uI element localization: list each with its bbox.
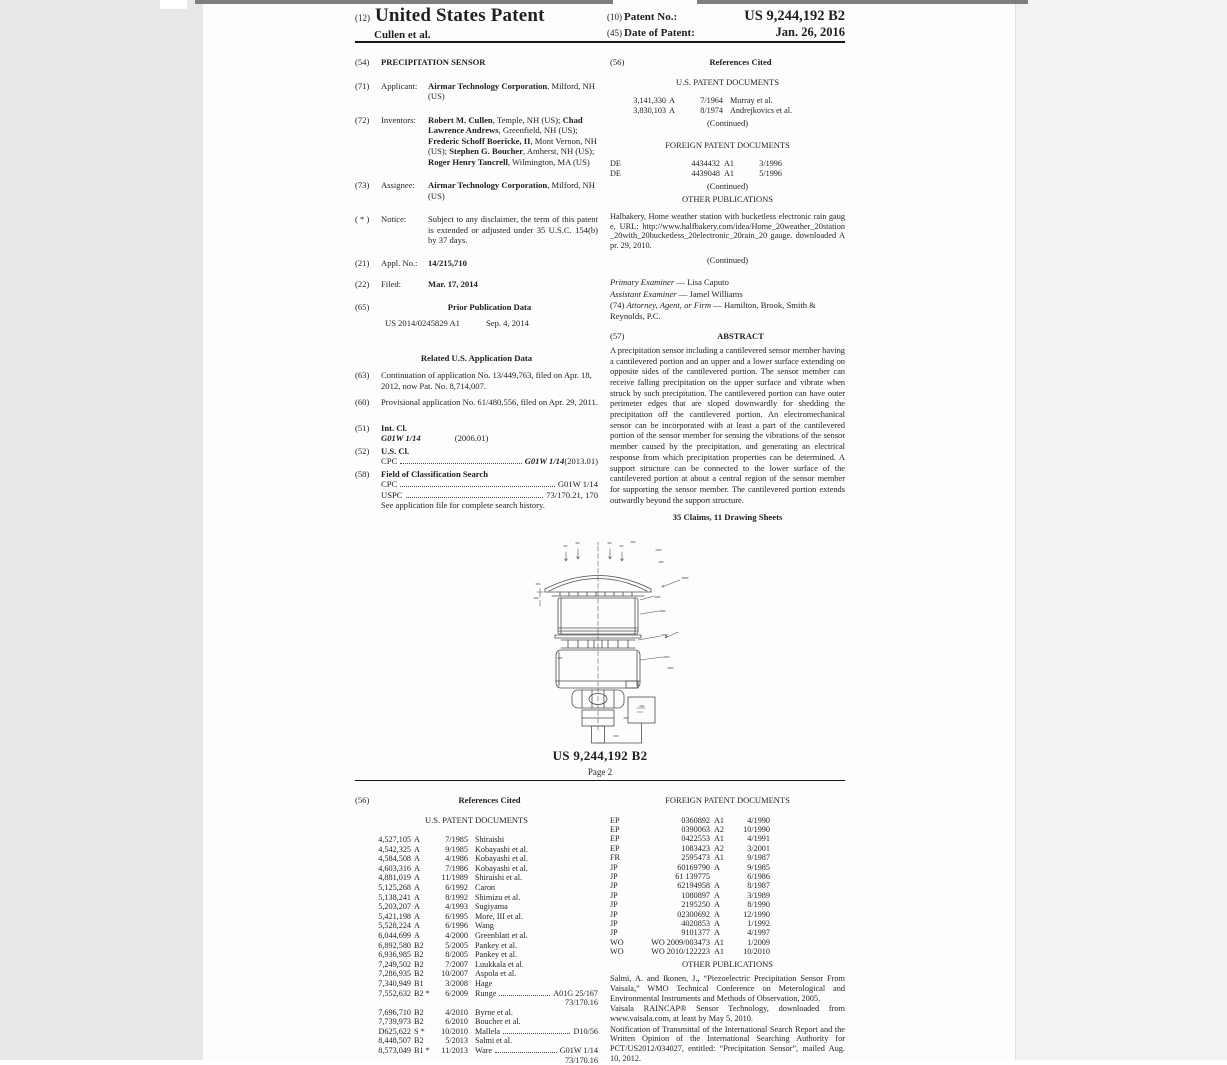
text-line: (74) Attorney, Agent, or Firm — Hamilton, Brook, Smith & Reynolds, P.C. [610, 300, 816, 321]
field-heading [355, 795, 598, 806]
us-patent-table [355, 835, 598, 1065]
inid-code: (21) [355, 257, 370, 268]
table-row: 5,125,268 A 6/1992 Caron [378, 882, 496, 892]
page2-label: Page 2 [587, 767, 613, 777]
paragraph: Salmi, A. and Ikonen, J., “Piezoelectric Precipitation Sensor From Vaisala,” WMO Technical Conference on Meterological and Environmental Instruments and Methods of Observation, 2005. [610, 974, 845, 1003]
patent-figure-drawing [528, 540, 743, 745]
desk-backdrop-left [0, 0, 203, 1060]
section-heading: OTHER PUBLICATIONS [682, 958, 773, 969]
field-text: ABSTRACT [717, 331, 764, 342]
field-text: U.S. Cl. [381, 445, 410, 456]
field [355, 180, 598, 201]
text-line: G01W 1/14 (2006.01) [381, 433, 489, 443]
inid-code: (65) [355, 301, 370, 312]
table-row: JP 60169790 A 9/1985 [610, 862, 770, 872]
table-row: 5,421,198 A 6/1995 More, III et al. [378, 911, 523, 921]
table-row: JP 2195250 A 8/1990 [610, 900, 770, 910]
table-row: WO WO 2009/003473 A1 1/2009 [610, 937, 770, 947]
field-text: References Cited [458, 795, 521, 805]
inid-code: (63) [355, 370, 370, 380]
page1-header [355, 5, 845, 41]
field-label: Appl. No.: [381, 257, 418, 268]
patent-title: United States Patent [375, 5, 545, 26]
header-rule [355, 41, 845, 43]
field [355, 370, 598, 391]
section-heading: U.S. PATENT DOCUMENTS [425, 814, 528, 825]
table-row [355, 1056, 598, 1065]
inid-code: (71) [355, 80, 370, 91]
table-row: JP 9101377 A 4/1997 [610, 928, 770, 938]
dot-leader [406, 497, 544, 498]
field [355, 397, 598, 408]
table-row: 5,528,224 A 6/1996 Wang [378, 921, 494, 931]
field-text: 14/215,710 [428, 257, 467, 268]
scan-artifact-bar-right [697, 0, 1028, 4]
inid-code: ( * ) [355, 214, 370, 224]
field [355, 258, 598, 269]
us-patent-table [610, 96, 845, 115]
patent-number: US 9,244,192 B2 [744, 8, 845, 24]
section-heading: (Continued) [706, 181, 749, 191]
classification-line: CPC G01W 1/14 (2013.01) [381, 456, 598, 466]
paragraph: Vaisala RAINCAP® Sensor Technology, downloaded from www.vaisala.com, at least by May 5, 2010. [610, 1004, 845, 1023]
table-row: EP 1083423 A2 3/2001 [610, 843, 770, 853]
paragraph: Halbakery, Home weather station with bucketless electronic rain gauge, URL: http://www.halfbakery.com/idea/Home_20weather_20station_20with_20bucketless_20electronic_20rain_20 gauge. downloaded Apr. 29, 2010. [610, 212, 845, 251]
table-row: 7,340,949 B1 3/2008 Hage [378, 978, 493, 988]
field-label: Applicant: [381, 80, 418, 91]
inid-code: (72) [355, 114, 370, 125]
field-label: Filed: [381, 279, 402, 289]
dot-leader [495, 1052, 557, 1053]
classification-continuation: 73/170.16 [565, 998, 598, 1008]
table-row: JP 61 139775 6/1986 [610, 871, 770, 881]
text-line: Assistant Examiner — Jamel Williams [610, 288, 743, 299]
page2-header [355, 748, 845, 777]
table-row: JP 02300692 A 12/1990 [610, 909, 770, 919]
inid-code: (52) [355, 445, 370, 456]
table-row: 7,739,973 B2 6/2010 Boucher et al. [378, 1017, 521, 1027]
field-label: Inventors: [381, 114, 416, 125]
publication-data-line: US 2014/0245829 A1 Sep. 4, 2014 [385, 318, 529, 328]
table-row: 5,138,241 A 8/1992 Shimizu et al. [378, 892, 521, 902]
page1-left-column [355, 57, 598, 511]
section-heading: Related U.S. Application Data [420, 352, 533, 363]
section-heading: U.S. PATENT DOCUMENTS [676, 76, 779, 87]
page2-right-column [610, 795, 845, 1063]
date-of-patent: Jan. 26, 2016 [775, 25, 845, 39]
inid-code: (58) [355, 468, 370, 479]
table-row: 8,448,507 B2 5/2013 Salmi et al. [378, 1036, 513, 1046]
field-text: Airmar Technology Corporation, Milford, NH (US) [428, 80, 595, 101]
table-row: 5,203,207 A 4/1993 Sugiyama [378, 902, 508, 912]
table-row: FR 2595473 A1 9/1987 [610, 853, 770, 863]
dot-leader [400, 486, 555, 487]
paragraph: Notification of Transmittal of the International Search Report and the Written Opinion of the International Searching Authority for PCT/US2012/034027, entitled: “Precipitation Sensor”, mailed Aug. 10, 2012. [610, 1024, 845, 1063]
field-text: References Cited [709, 57, 772, 67]
inid-code: (60) [355, 397, 370, 407]
table-row: 7,286,935 B2 10/2007 Aspola et al. [378, 969, 517, 979]
page2-left-column [355, 795, 598, 1065]
foreign-patent-table [610, 816, 845, 957]
page2-patent-number: US 9,244,192 B2 [552, 748, 648, 763]
section-heading: (Continued) [706, 254, 749, 265]
section-heading: OTHER PUBLICATIONS [682, 193, 773, 204]
field-text: Provisional application No. 61/480,556, filed on Apr. 29, 2011. [381, 397, 598, 407]
table-row: 4,603,316 A 7/1986 Kobayashi et al. [378, 863, 528, 873]
patent-no-label: Patent No.: [624, 11, 678, 23]
field-heading [355, 302, 598, 313]
table-row: EP 0390063 A2 10/1990 [610, 824, 770, 834]
dot-leader [503, 1033, 570, 1034]
table-row: 6,936,985 B2 8/2005 Pankey et al. [378, 950, 518, 960]
field [355, 214, 598, 246]
table-row: 4,584,508 A 4/1986 Kobayashi et al. [378, 854, 528, 864]
paragraph: A precipitation sensor including a cantilevered sensor member having a cantilevered portion and an upper and a lower surface extending on opposite sides of the cantilevered portion. The sensor member can receive falling precipitation on the upper surface and vibrate when struck by such precipitation. The cantilevered portion can have outer perimeter edges that are sloped downwardly for shedding the precipitation off the cantilevered portion. An electromechanical sensor can be incorporated with at least a part of the cantilevered portion of the sensor member for sensing the vibrations of the sensor member caused by the precipitation, and generating an electrical response from which precipitation properties can be determined. A support structure can be connected to the lower surface of the cantilevered portion at about a central region of the sensor member for supporting the sensor member. The cantilevered portion extends outwardly beyond the support structure. [610, 344, 845, 505]
table-row: 3,830,103 A 8/1974 Andrejkovics et al. [633, 105, 793, 115]
table-row: 3,141,330 A 7/1964 Murray et al. [633, 96, 773, 105]
table-row: 4,542,325 A 9/1985 Kobayashi et al. [378, 844, 528, 854]
field-text: Mar. 17, 2014 [428, 279, 478, 289]
control-box [628, 697, 655, 723]
table-row: 6,044,699 A 4/2000 Greenblatt et al. [378, 930, 528, 940]
field-text: Field of Classification Search [381, 468, 489, 479]
table-row: EP 0422553 A1 4/1991 [610, 834, 770, 844]
table-row: 8,573,049 B1 * 11/2013 Ware G01W 1/14 [378, 1046, 598, 1056]
inid-code: (51) [355, 422, 370, 433]
field-text: Prior Publication Data [447, 301, 532, 312]
field-heading [610, 57, 845, 68]
field-label: Assignee: [381, 180, 415, 190]
scan-artifact-bar-left [195, 0, 613, 4]
field-label: Notice: [381, 214, 407, 224]
section-heading: FOREIGN PATENT DOCUMENTS [665, 795, 790, 805]
inid-code-10: (10) [607, 12, 622, 22]
section-heading: (Continued) [706, 118, 749, 129]
classification-continuation: 73/170.16 [565, 1055, 598, 1065]
field [355, 81, 598, 102]
field-heading [610, 331, 845, 342]
table-row: 7,696,710 B2 4/2010 Byrne et al. [378, 1007, 513, 1017]
dot-leader [400, 463, 521, 464]
table-row: DE 4439048 A1 5/1996 [610, 168, 782, 178]
field-text: Int. Cl. [381, 422, 408, 433]
table-row: D625,622 S * 10/2010 Mallela D10/56 [378, 1026, 598, 1036]
table-row: EP 0360892 A1 4/1990 [610, 815, 770, 825]
field [355, 115, 598, 168]
table-row: WO WO 2010/122223 A1 10/2010 [610, 947, 770, 957]
inid-code: (22) [355, 279, 370, 289]
classification-line: USPC 73/170.21, 170 [381, 489, 598, 500]
desk-backdrop-right [1015, 0, 1227, 1060]
inventor-line: Cullen et al. [374, 29, 431, 41]
classification-line: CPC G01W 1/14 [381, 479, 598, 489]
field [355, 57, 598, 68]
table-row [355, 998, 598, 1008]
field-text: PRECIPITATION SENSOR [381, 57, 486, 67]
patent-page-sheet [203, 0, 1015, 1060]
page1-right-column [610, 57, 845, 523]
table-row: 4,527,105 A 7/1985 Shiraishi [378, 835, 505, 844]
table-row: JP 1080897 A 3/1989 [610, 890, 770, 900]
inid-code: (54) [355, 57, 370, 67]
scan-artifact-tab [160, 0, 187, 9]
table-row: 7,249,502 B2 7/2007 Luukkala et al. [378, 959, 524, 969]
field-text: Robert M. Cullen, Temple, NH (US); Chad Lawrence Andrews, Greenfield, NH (US); Frederic Schoff Boericke, II, Mont Vernon, NH (US); Stephen G. Boucher, Amherst, NH (US); Roger Henry Tancrell, Wilmington, MA (US) [428, 114, 597, 167]
header-left [355, 5, 545, 41]
field-text: Continuation of application No. 13/449,763, filed on Apr. 18, 2012, now Pat. No. 8,714,007. [381, 370, 592, 391]
inid-code: (57) [610, 331, 625, 342]
section-heading: 35 Claims, 11 Drawing Sheets [672, 512, 783, 523]
table-row: JP 4020853 A 1/1992 [610, 918, 770, 928]
field-text: Subject to any disclaimer, the term of this patent is extended or adjusted under 35 U.S.C. 154(b) by 37 days. [428, 214, 598, 245]
section-heading: FOREIGN PATENT DOCUMENTS [665, 139, 790, 150]
text-line: See application file for complete search history. [381, 500, 545, 510]
field [355, 446, 598, 457]
field [355, 423, 598, 434]
text-line: Primary Examiner — Lisa Caputo [610, 277, 729, 288]
table-row: DE 4434432 A1 3/1996 [610, 159, 782, 169]
foreign-patent-table [610, 159, 845, 178]
page2-header-rule [355, 780, 845, 781]
inid-code-12: (12) [355, 13, 370, 23]
table-row: 6,892,580 B2 5/2005 Pankey et al. [378, 940, 518, 950]
field-text: Airmar Technology Corporation, Milford, NH (US) [428, 180, 595, 201]
table-row: 4,881,019 A 11/1989 Shiraishi et al. [378, 873, 523, 883]
field [355, 469, 598, 480]
header-right [607, 5, 845, 41]
inid-code: (56) [355, 795, 370, 805]
table-row: JP 62194958 A 8/1987 [610, 881, 770, 891]
reference-numeral-marks [534, 542, 688, 736]
inid-code-45: (45) [607, 28, 622, 38]
precipitation-arrows [565, 542, 624, 561]
dot-leader [499, 995, 550, 996]
inid-code: (73) [355, 180, 370, 190]
inid-code: (56) [610, 57, 625, 67]
field [355, 279, 598, 290]
date-of-patent-label: Date of Patent: [624, 27, 695, 39]
table-row: 7,552,632 B2 * 6/2009 Runge A01G 25/167 [378, 988, 598, 998]
